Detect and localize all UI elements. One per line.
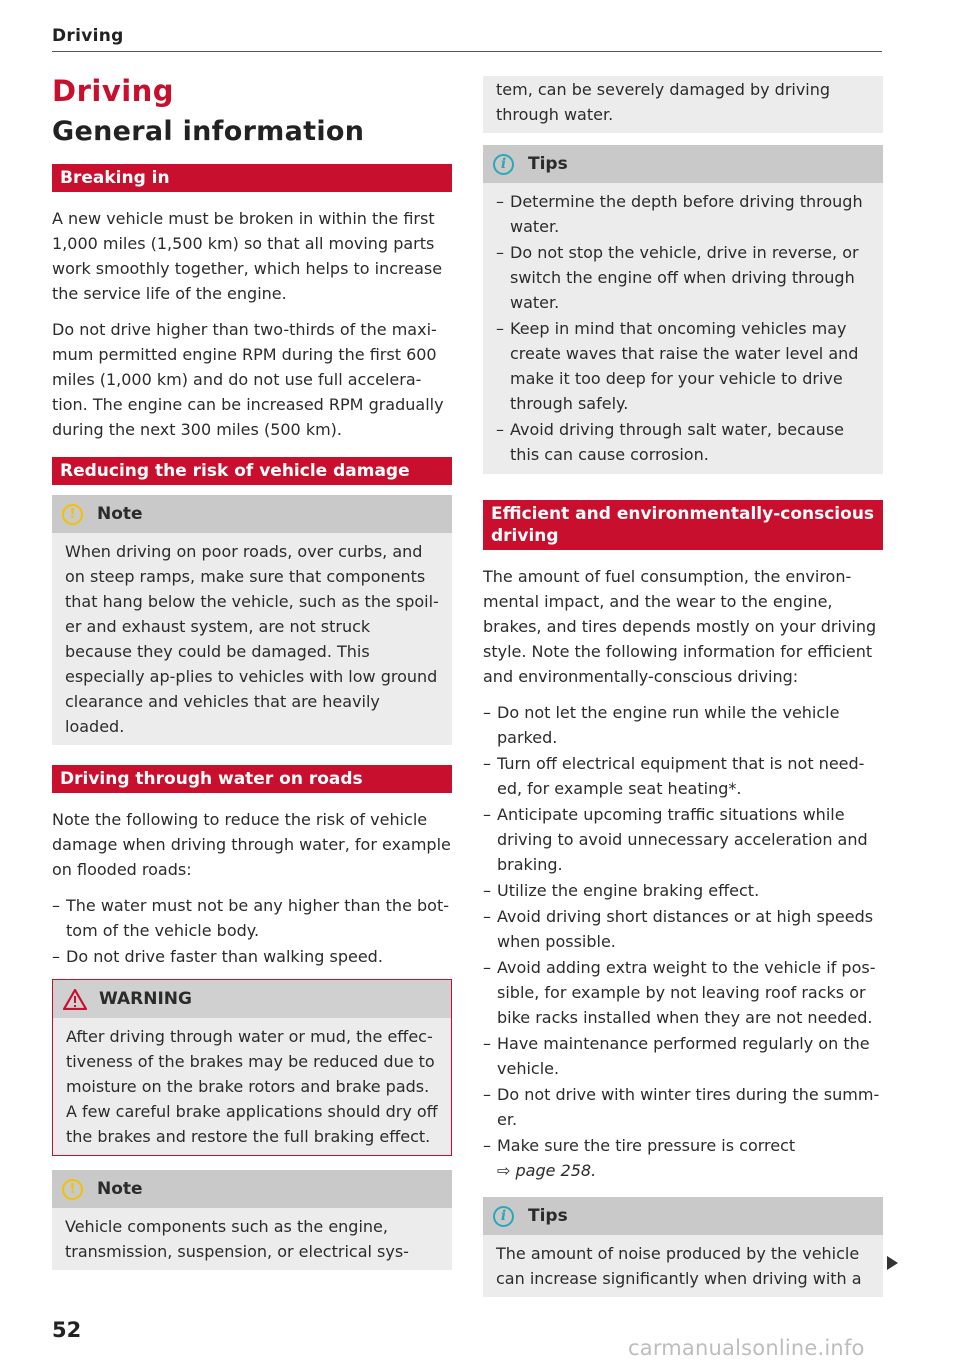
warning-text: After driving through water or mud, the effec-tiveness of the brakes may be reduced due to moisture on the brake rotors and brake pads. A few careful brake applications should dry off the brakes and restore the full braking effect. <box>66 1027 438 1146</box>
section-title: General information <box>52 116 365 147</box>
list-item: – Do not drive with winter tires during the summ-er. <box>483 1082 883 1132</box>
note-icon: ! <box>62 1179 83 1200</box>
warning-box-body <box>53 1018 451 1155</box>
list-item: – Anticipate upcoming traffic situations while driving to avoid unnecessary acceleration and braking. <box>483 802 883 877</box>
list-item: – Avoid driving short distances or at high speeds when possible. <box>483 904 883 954</box>
page-number: 52 <box>52 1318 82 1342</box>
tips-box-eco <box>483 1197 883 1297</box>
list-item: – Avoid adding extra weight to the vehicle if pos-sible, for example by not leaving roof racks or bike racks installed when they are not needed. <box>483 955 883 1030</box>
header-rule <box>52 51 882 52</box>
note-box-body <box>52 533 452 745</box>
chapter-title: Driving <box>52 74 175 108</box>
note-box-header <box>52 1170 452 1208</box>
list-item: – Determine the depth before driving through water. <box>496 189 870 239</box>
note-text: Vehicle components such as the engine, transmission, suspension, or electrical sys- <box>65 1217 409 1261</box>
page-reference-link[interactable]: ⇨ page 258. <box>497 1161 597 1180</box>
tips-box-body <box>483 1235 883 1297</box>
water-list <box>52 893 452 969</box>
breaking-in-paragraph-1: A new vehicle must be broken in within the first 1,000 miles (1,500 km) so that all moving parts work smoothly together, which helps to increase the service life of the engine. <box>52 209 443 303</box>
tips-text: The amount of noise produced by the vehicle can increase significantly when driving with a <box>496 1244 862 1288</box>
list-item: – Do not drive faster than walking speed. <box>52 944 452 969</box>
warning-label: WARNING <box>99 989 192 1009</box>
watermark: carmanualsonline.info <box>628 1336 865 1360</box>
note-icon: ! <box>62 504 83 525</box>
list-item <box>483 1133 883 1183</box>
note-box-body <box>52 1208 452 1270</box>
warning-box-header <box>53 980 451 1018</box>
note-box-risk <box>52 495 452 745</box>
list-item: – The water must not be any higher than the bot-tom of the vehicle body. <box>52 893 452 943</box>
list-item: – Keep in mind that oncoming vehicles may create waves that raise the water level and make it too deep for your vehicle to drive through safely. <box>496 316 870 416</box>
eco-intro: The amount of fuel consumption, the environ-mental impact, and the wear to the engine, brakes, and tires depends mostly on your driving style. Note the following information for efficient and environmentally-conscious driving: <box>483 567 877 686</box>
water-intro: Note the following to reduce the risk of vehicle damage when driving through water, for example on flooded roads: <box>52 810 451 879</box>
list-item: – Avoid driving through salt water, because this can cause corrosion. <box>496 417 870 467</box>
note-label: Note <box>97 1179 143 1199</box>
note-box-water <box>52 1170 452 1270</box>
note-box-body <box>483 76 883 133</box>
tips-label: Tips <box>528 154 568 174</box>
right-column <box>483 76 883 1311</box>
eco-list <box>483 700 883 1183</box>
note-text: When driving on poor roads, over curbs, and on steep ramps, make sure that components that hang below the vehicle, such as the spoil-er and exhaust system, are not struck because they could be damaged. This especially ap-plies to vehicles with low ground clearance and vehicles that are heavily loaded. <box>65 542 439 736</box>
note-box-header <box>52 495 452 533</box>
list-item: – Turn off electrical equipment that is not need-ed, for example seat heating*. <box>483 751 883 801</box>
continue-arrow-icon <box>887 1256 898 1270</box>
tips-box-header <box>483 145 883 183</box>
breaking-in-heading: Breaking in <box>52 164 452 192</box>
info-icon: i <box>493 1206 514 1227</box>
tips-box-body <box>483 183 883 474</box>
tips-list <box>496 189 870 467</box>
warning-box <box>52 979 452 1156</box>
risk-heading: Reducing the risk of vehicle damage <box>52 457 452 485</box>
note-box-continued <box>483 76 883 133</box>
note-text-continued: tem, can be severely damaged by driving through water. <box>496 80 831 124</box>
left-column <box>52 72 452 1284</box>
breaking-in-paragraph-2: Do not drive higher than two-thirds of the maxi-mum permitted engine RPM during the first 600 miles (1,000 km) and do not use full accelera-tion. The engine can be increased RPM gradually during the next 300 miles (500 km). <box>52 320 444 439</box>
water-heading: Driving through water on roads <box>52 765 452 793</box>
tips-label: Tips <box>528 1206 568 1226</box>
list-item: – Do not stop the vehicle, drive in reverse, or switch the engine off when driving through water. <box>496 240 870 315</box>
list-item-text: Make sure the tire pressure is correct <box>497 1136 796 1155</box>
list-item: – Do not let the engine run while the vehicle parked. <box>483 700 883 750</box>
note-label: Note <box>97 504 143 524</box>
list-item: – Utilize the engine braking effect. <box>483 878 883 903</box>
running-head: Driving <box>52 26 124 46</box>
tips-box-water <box>483 145 883 474</box>
list-item: – Have maintenance performed regularly on the vehicle. <box>483 1031 883 1081</box>
warning-icon <box>63 989 87 1010</box>
info-icon: i <box>493 154 514 175</box>
eco-heading: Efficient and environmentally-conscious driving <box>483 500 883 550</box>
tips-box-header <box>483 1197 883 1235</box>
